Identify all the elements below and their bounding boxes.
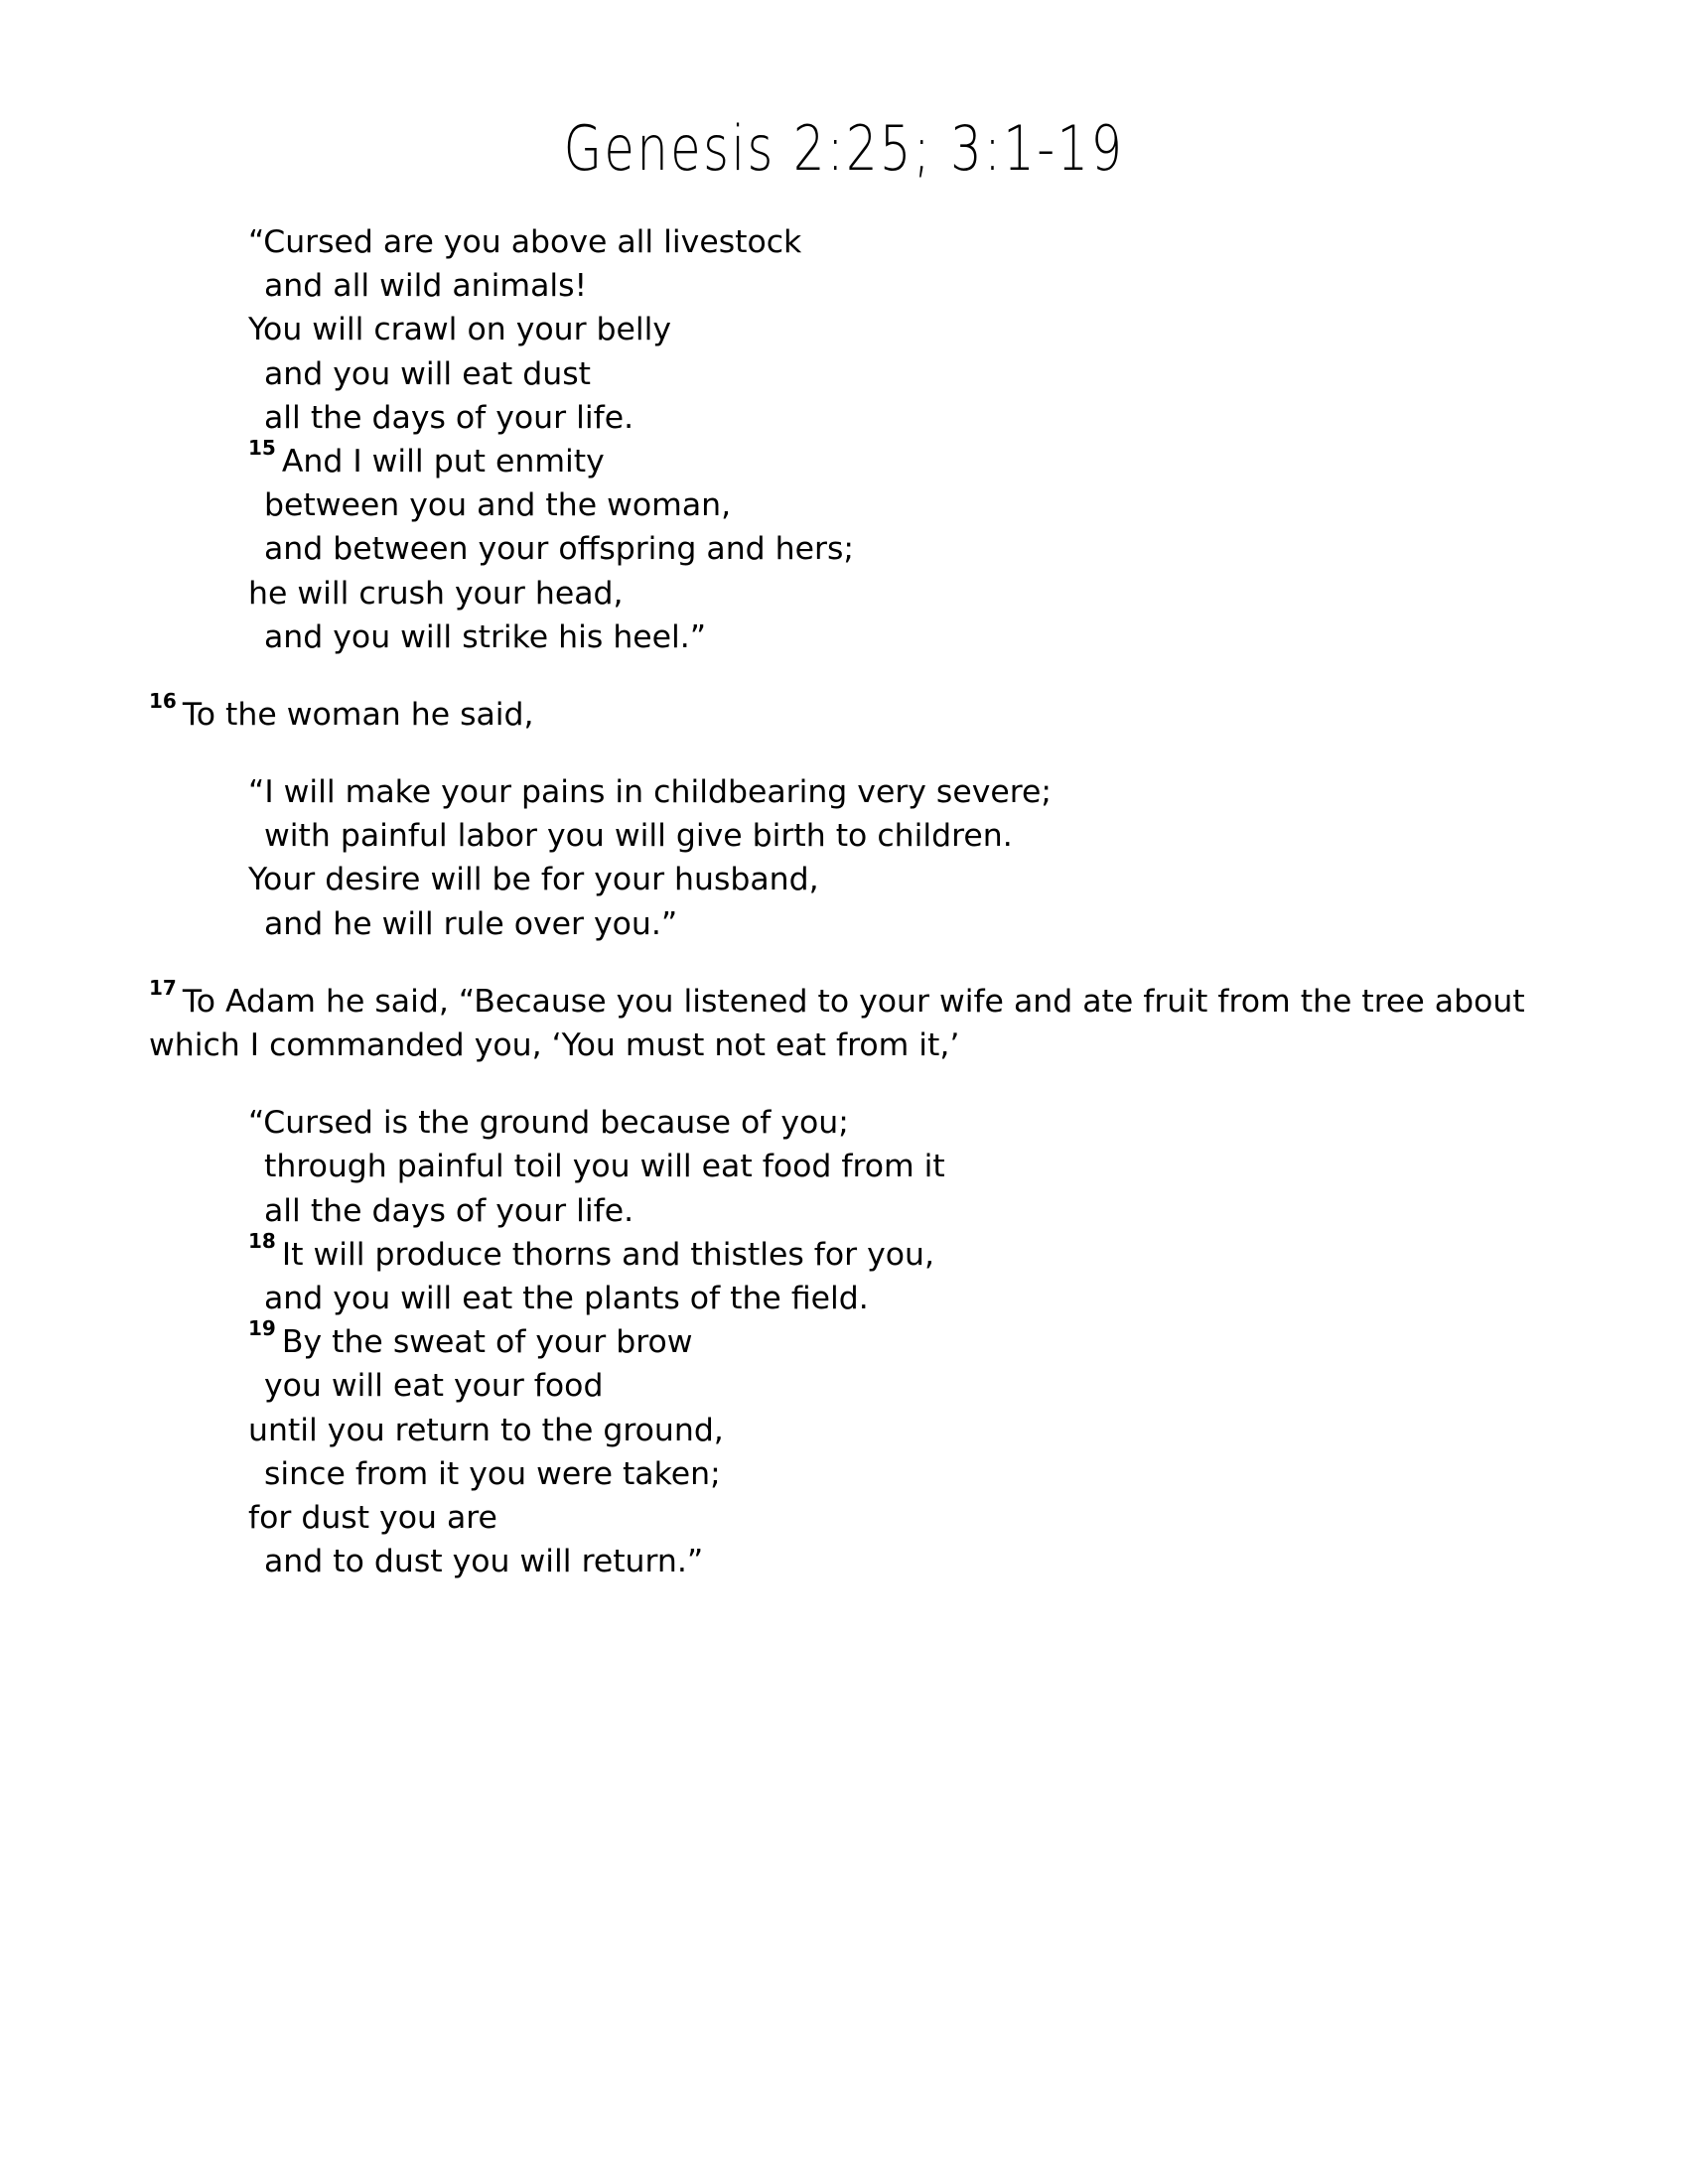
poem-line: Your desire will be for your husband,: [248, 862, 819, 898]
poem-line: all the days of your life.: [264, 399, 634, 436]
poem-line: he will crush your head,: [248, 575, 624, 612]
poem-line: through painful toil you will eat food from it: [264, 1149, 945, 1185]
poem-block-1: [248, 220, 1559, 659]
poem-line: “Cursed are you above all livestock: [248, 224, 802, 260]
poem-line: all the days of your life.: [264, 1192, 634, 1229]
poem-line: since from it you were taken;: [264, 1455, 721, 1492]
poem-line: $^{19}$ By the sweat of your brow: [248, 1316, 693, 1361]
verse-17-paragraph: $^{17}$ To Adam he said, “Because you listened to your wife and ate fruit from the tree about which I commanded you, ‘You must not eat from it,’: [149, 975, 1525, 1064]
poem-block-2: [248, 770, 1559, 946]
poem-line: until you return to the ground,: [248, 1412, 724, 1448]
verse-number: 19: [248, 1316, 276, 1341]
poem-line: with painful labor you will give birth to children.: [264, 818, 1013, 855]
poem-line: and all wild animals!: [264, 268, 588, 305]
poem-line: $^{15}$ And I will put enmity: [248, 435, 605, 479]
poem-line: and he will rule over you.”: [264, 905, 678, 942]
page-title: Genesis 2:25; 3:1-19: [563, 112, 1125, 185]
poem-line: and you will strike his heel.”: [264, 618, 707, 655]
poem-line: between you and the woman,: [264, 487, 732, 524]
verse-number: 16: [149, 688, 177, 713]
poem-line: and between your offspring and hers;: [264, 531, 854, 568]
poem-line: and you will eat dust: [264, 355, 591, 392]
poem-line: $^{18}$ It will produce thorns and thistles for you,: [248, 1228, 934, 1273]
passage-body: [149, 220, 1559, 1583]
poem-line: You will crawl on your belly: [248, 312, 672, 348]
poem-line: “I will make your pains in childbearing very severe;: [248, 774, 1052, 811]
poem-line: and you will eat the plants of the field.: [264, 1280, 869, 1316]
poem-line: you will eat your food: [264, 1368, 604, 1405]
poem-line: “Cursed is the ground because of you;: [248, 1105, 849, 1142]
verse-number: 15: [248, 435, 276, 460]
verse-number: 18: [248, 1228, 276, 1253]
poem-line: for dust you are: [248, 1499, 497, 1536]
poem-line: and to dust you will return.”: [264, 1544, 704, 1580]
verse-16-paragraph: $^{16}$ To the woman he said,: [149, 688, 534, 733]
verse-number: 17: [149, 975, 177, 1000]
poem-block-3: [248, 1101, 1559, 1583]
